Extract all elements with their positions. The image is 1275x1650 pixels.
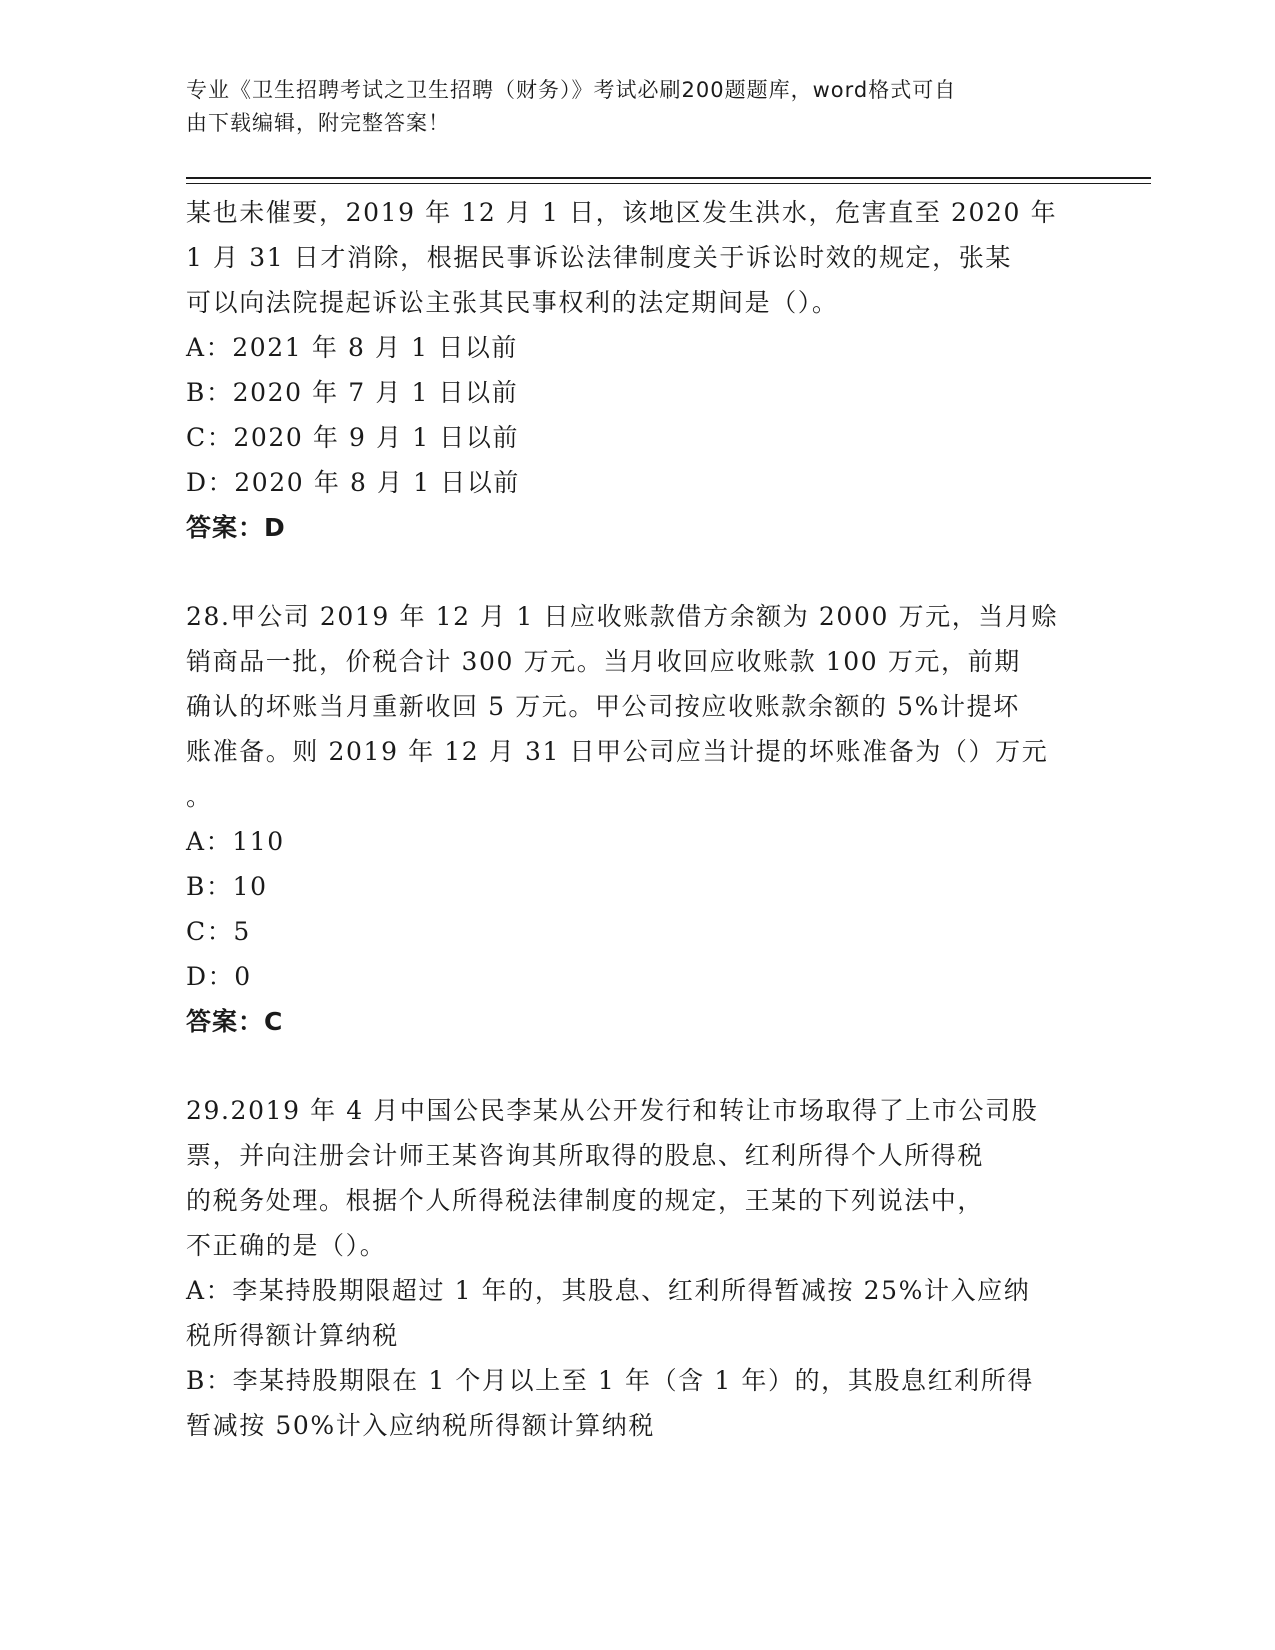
answer-label: 答案：D xyxy=(186,513,286,542)
option-c: C：5 xyxy=(186,917,251,946)
option-a: A：110 xyxy=(186,827,285,856)
question-29 xyxy=(186,1088,1076,1448)
question-text-line: 不正确的是（）。 xyxy=(186,1231,387,1260)
option-d: D：0 xyxy=(186,962,252,991)
answer-label: 答案：C xyxy=(186,1007,284,1036)
option-b: B：李某持股期限在 1 个月以上至 1 年（含 1 年）的，其股息红利所得 xyxy=(186,1366,1034,1395)
option-b: B：10 xyxy=(186,872,268,901)
option-c: C：2020 年 9 月 1 日以前 xyxy=(186,423,520,452)
question-text-line: 确认的坏账当月重新收回 5 万元。甲公司按应收账款余额的 5%计提坏 xyxy=(186,692,1020,721)
option-b: B：2020 年 7 月 1 日以前 xyxy=(186,378,519,407)
question-text-line: 销商品一批，价税合计 300 万元。当月收回应收账款 100 万元，前期 xyxy=(186,647,1021,676)
header-line-1: 专业《卫生招聘考试之卫生招聘（财务）》考试必刷200题题库，word格式可自 xyxy=(186,78,957,102)
document-body xyxy=(186,190,1076,1448)
question-text-line: 28.甲公司 2019 年 12 月 1 日应收账款借方余额为 2000 万元，当月赊 xyxy=(186,602,1059,631)
question-text-line: 某也未催要，2019 年 12 月 1 日，该地区发生洪水，危害直至 2020 年 xyxy=(186,198,1058,227)
question-text-line: 可以向法院提起诉讼主张其民事权利的法定期间是（）。 xyxy=(186,288,839,317)
option-a-continued: 税所得额计算纳税 xyxy=(186,1321,399,1350)
question-text-line: 账准备。则 2019 年 12 月 31 日甲公司应当计提的坏账准备为（）万元 xyxy=(186,737,1049,766)
option-d: D：2020 年 8 月 1 日以前 xyxy=(186,468,521,497)
header-rule-thin xyxy=(186,183,1151,184)
option-a: A：李某持股期限超过 1 年的，其股息、红利所得暂减按 25%计入应纳 xyxy=(186,1276,1031,1305)
document-header xyxy=(186,74,1066,140)
question-28 xyxy=(186,594,1076,1044)
question-spacer xyxy=(186,1044,1076,1088)
question-spacer xyxy=(186,550,1076,594)
question-text-line: 29.2019 年 4 月中国公民李某从公开发行和转让市场取得了上市公司股 xyxy=(186,1096,1039,1125)
question-text-line: 1 月 31 日才消除，根据民事诉讼法律制度关于诉讼时效的规定，张某 xyxy=(186,243,1012,272)
question-text-line: 的税务处理。根据个人所得税法律制度的规定，王某的下列说法中， xyxy=(186,1186,985,1215)
question-27 xyxy=(186,190,1076,550)
question-text-line: 票，并向注册会计师王某咨询其所取得的股息、红利所得个人所得税 xyxy=(186,1141,985,1170)
header-line-2: 由下载编辑，附完整答案！ xyxy=(186,111,450,135)
question-text-line: 。 xyxy=(186,782,213,811)
option-a: A：2021 年 8 月 1 日以前 xyxy=(186,333,519,362)
option-b-continued: 暂减按 50%计入应纳税所得额计算纳税 xyxy=(186,1411,655,1440)
header-rule-thick xyxy=(186,177,1151,179)
